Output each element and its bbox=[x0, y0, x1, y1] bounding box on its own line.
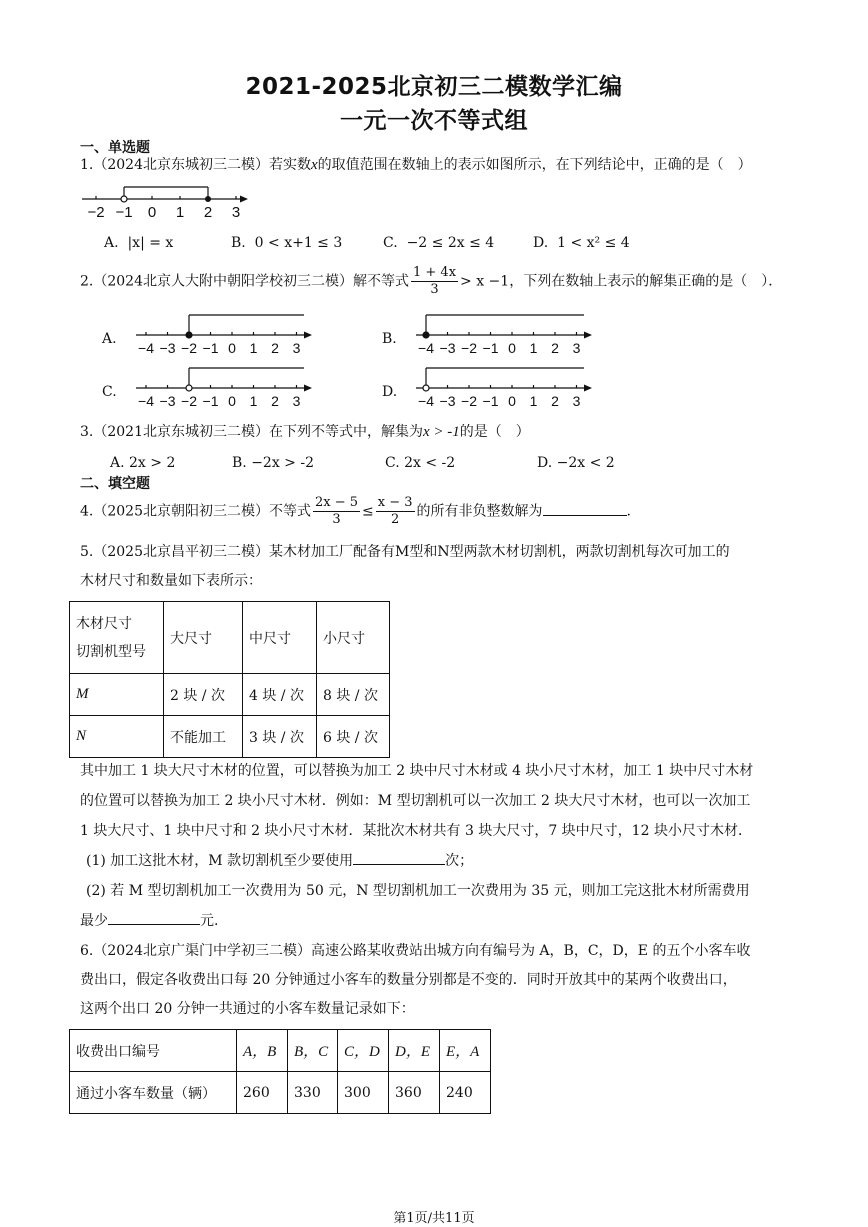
table-row-label: 收费出口编号 bbox=[70, 1030, 237, 1072]
axis-tick-label: −1 bbox=[202, 393, 219, 409]
question-3-stem: 3.（2021北京东城初三二模）在下列不等式中，解集为x > -1的是（ ） bbox=[80, 424, 530, 440]
axis-tick-label: −3 bbox=[159, 340, 176, 356]
table-header: D，E bbox=[389, 1030, 440, 1072]
axis-tick-label: −2 bbox=[87, 204, 105, 221]
axis-tick-label: −2 bbox=[461, 340, 477, 356]
table-cell: 240 bbox=[440, 1072, 491, 1114]
question-2-option-a-label[interactable]: A. bbox=[102, 331, 117, 347]
question-5-table bbox=[69, 601, 390, 758]
table-header: A，B bbox=[237, 1030, 288, 1072]
question-5-sub-2: (2) 若 M 型切割机加工一次费用为 50 元，N 型切割机加工一次费用为 35 元，则加工完这批木材所需费用 bbox=[86, 883, 750, 899]
axis-tick-label: 1 bbox=[249, 340, 258, 356]
question-2-stem: 2.（2024北京人大附中朝阳学校初三二模）解不等式 $\frac{1 + 4x}{3}$ > x −1，下列在数轴上表示的解集正确的是（ ）． bbox=[80, 265, 783, 297]
axis-tick-label: −1 bbox=[202, 340, 219, 356]
closed-endpoint bbox=[423, 332, 429, 338]
axis-tick-label: −4 bbox=[418, 340, 434, 356]
question-1-option-c[interactable]: C. −2 ≤ 2x ≤ 4 bbox=[383, 235, 495, 251]
question-3-option-b[interactable]: B. −2x > -2 bbox=[232, 455, 314, 471]
question-4-stem: 4.（2025北京朝阳初三二模）不等式 $\frac{2x - 5}{3}$ ≤ $\frac{x - 3}{2}$ 的所有非负整数解为 . bbox=[80, 495, 631, 527]
table-cell: 300 bbox=[338, 1072, 389, 1114]
question-5-sub-1: (1) 加工这批木材，M 款切割机至少要使用 次； bbox=[86, 853, 474, 869]
table-header: B，C bbox=[288, 1030, 338, 1072]
table-row bbox=[70, 1030, 491, 1072]
axis-tick-label: −2 bbox=[181, 393, 197, 409]
axis-tick-label: 1 bbox=[249, 393, 258, 409]
question-5-para-1: 其中加工 1 块大尺寸木材的位置，可以替换为加工 2 块中尺寸木材或 4 块小尺寸木材，加工 1 块中尺寸木材 bbox=[80, 763, 754, 779]
question-6-table bbox=[69, 1029, 491, 1114]
axis-tick-label: 3 bbox=[572, 393, 581, 409]
axis-tick-label: 2 bbox=[271, 340, 279, 356]
question-2-option-c-number-line[interactable] bbox=[134, 366, 314, 410]
axis-tick-label: −3 bbox=[439, 340, 456, 356]
table-header: 大尺寸 bbox=[164, 602, 243, 674]
section-heading-fill-in: 二、填空题 bbox=[80, 476, 150, 492]
axis-tick-label: 0 bbox=[228, 393, 236, 409]
question-3-option-a[interactable]: A. 2x > 2 bbox=[110, 455, 176, 471]
axis-tick-label: 3 bbox=[231, 204, 241, 221]
table-row-label: 通过小客车数量（辆） bbox=[70, 1072, 237, 1114]
question-6-line-3: 这两个出口 20 分钟一共通过的小客车数量记录如下： bbox=[80, 1001, 415, 1017]
axis-tick-label: −4 bbox=[138, 340, 154, 356]
axis-tick-label: 3 bbox=[572, 340, 581, 356]
open-endpoint bbox=[423, 385, 429, 391]
axis-tick-label: 3 bbox=[292, 393, 301, 409]
question-5-line-1: 5.（2025北京昌平初三二模）某木材加工厂配备有M型和N型两款木材切割机，两款切割机每次可加工的 bbox=[80, 544, 730, 560]
page-subtitle: 一元一次不等式组 bbox=[340, 108, 528, 134]
question-1-number-line bbox=[80, 186, 255, 222]
table-cell: 360 bbox=[389, 1072, 440, 1114]
question-5-sub-2-answer-blank[interactable] bbox=[108, 911, 200, 925]
table-cell: M bbox=[70, 674, 164, 716]
open-endpoint bbox=[186, 385, 192, 391]
axis-tick-label: 2 bbox=[551, 393, 559, 409]
table-cell: 4 块 / 次 bbox=[243, 674, 317, 716]
axis-tick-label: 1 bbox=[529, 340, 538, 356]
question-6-line-2: 费出口，假定各收费出口每 20 分钟通过小客车的数量分别都是不变的．同时开放其中的某两个收费出口， bbox=[80, 972, 737, 988]
axis-tick-label: −1 bbox=[115, 204, 133, 221]
question-1-option-b[interactable]: B. 0 < x+1 ≤ 3 bbox=[231, 235, 343, 251]
closed-endpoint bbox=[186, 332, 192, 338]
question-4-answer-blank[interactable] bbox=[543, 502, 627, 516]
table-header: E，A bbox=[440, 1030, 491, 1072]
table-corner-cell: 木材尺寸 切割机型号 bbox=[70, 602, 164, 674]
question-2-option-b-number-line[interactable] bbox=[414, 313, 594, 357]
axis-tick-label: −4 bbox=[418, 393, 434, 409]
table-header: 小尺寸 bbox=[317, 602, 390, 674]
table-cell: 330 bbox=[288, 1072, 338, 1114]
axis-tick-label: 2 bbox=[551, 340, 559, 356]
question-5-sub-1-answer-blank[interactable] bbox=[353, 851, 445, 865]
section-heading-single-choice: 一、单选题 bbox=[80, 140, 150, 156]
axis-tick-label: −2 bbox=[461, 393, 477, 409]
question-2-option-d-label[interactable]: D. bbox=[382, 384, 398, 400]
axis-tick-label: 0 bbox=[147, 204, 157, 221]
question-1-option-d[interactable]: D. 1 < x² ≤ 4 bbox=[533, 235, 630, 251]
table-row bbox=[70, 674, 390, 716]
question-1-option-a[interactable]: A. |x| = x bbox=[104, 235, 174, 251]
axis-tick-label: −2 bbox=[181, 340, 197, 356]
page-footer: 第1页/共11页 bbox=[393, 1211, 475, 1226]
question-1-stem: 1.（2024北京东城初三二模）若实数x的取值范围在数轴上的表示如图所示，在下列结论中，正确的是（ ） bbox=[80, 157, 752, 173]
table-header: C，D bbox=[338, 1030, 389, 1072]
question-5-para-3: 1 块大尺寸、1 块中尺寸和 2 块小尺寸木材．某批次木材共有 3 块大尺寸，7 块中尺寸，12 块小尺寸木材． bbox=[80, 823, 752, 839]
axis-tick-label: 2 bbox=[203, 204, 213, 221]
table-row bbox=[70, 716, 390, 758]
question-5-sub-2-cont: 最少 元. bbox=[80, 913, 219, 929]
axis-tick-label: 0 bbox=[228, 340, 236, 356]
question-6-line-1: 6.（2024北京广渠门中学初三二模）高速公路某收费站出城方向有编号为 A，B，C，D，E 的五个小客车收 bbox=[80, 943, 751, 959]
axis-tick-label: 1 bbox=[175, 204, 185, 221]
table-cell: 6 块 / 次 bbox=[317, 716, 390, 758]
question-2-option-b-label[interactable]: B. bbox=[382, 331, 397, 347]
question-3-option-c[interactable]: C. 2x < -2 bbox=[385, 455, 456, 471]
table-row bbox=[70, 1072, 491, 1114]
axis-tick-label: −4 bbox=[138, 393, 154, 409]
question-3-option-d[interactable]: D. −2x < 2 bbox=[537, 455, 615, 471]
question-2-option-c-label[interactable]: C. bbox=[102, 384, 117, 400]
axis-tick-label: −3 bbox=[159, 393, 176, 409]
table-cell: 260 bbox=[237, 1072, 288, 1114]
table-header: 中尺寸 bbox=[243, 602, 317, 674]
axis-tick-label: 2 bbox=[271, 393, 279, 409]
page-title: 2021-2025北京初三二模数学汇编 bbox=[245, 74, 623, 100]
axis-tick-label: −1 bbox=[482, 340, 499, 356]
question-2-option-d-number-line[interactable] bbox=[414, 366, 594, 410]
question-2-fraction: $\frac{1 + 4x}{3}$ bbox=[413, 265, 457, 297]
axis-tick-label: 0 bbox=[508, 393, 516, 409]
axis-tick-label: −1 bbox=[482, 393, 499, 409]
table-cell: 2 块 / 次 bbox=[164, 674, 243, 716]
axis-tick-label: −3 bbox=[439, 393, 456, 409]
question-2-option-a-number-line[interactable] bbox=[134, 313, 314, 357]
table-cell: N bbox=[70, 716, 164, 758]
table-cell: 不能加工 bbox=[164, 716, 243, 758]
axis-tick-label: 3 bbox=[292, 340, 301, 356]
question-5-para-2: 的位置可以替换为加工 2 块小尺寸木材．例如：M 型切割机可以一次加工 2 块大尺寸木材，也可以一次加工 bbox=[80, 793, 751, 809]
table-cell: 8 块 / 次 bbox=[317, 674, 390, 716]
axis-tick-label: 1 bbox=[529, 393, 538, 409]
table-cell: 3 块 / 次 bbox=[243, 716, 317, 758]
question-5-line-2: 木材尺寸和数量如下表所示： bbox=[80, 573, 262, 589]
axis-tick-label: 0 bbox=[508, 340, 516, 356]
